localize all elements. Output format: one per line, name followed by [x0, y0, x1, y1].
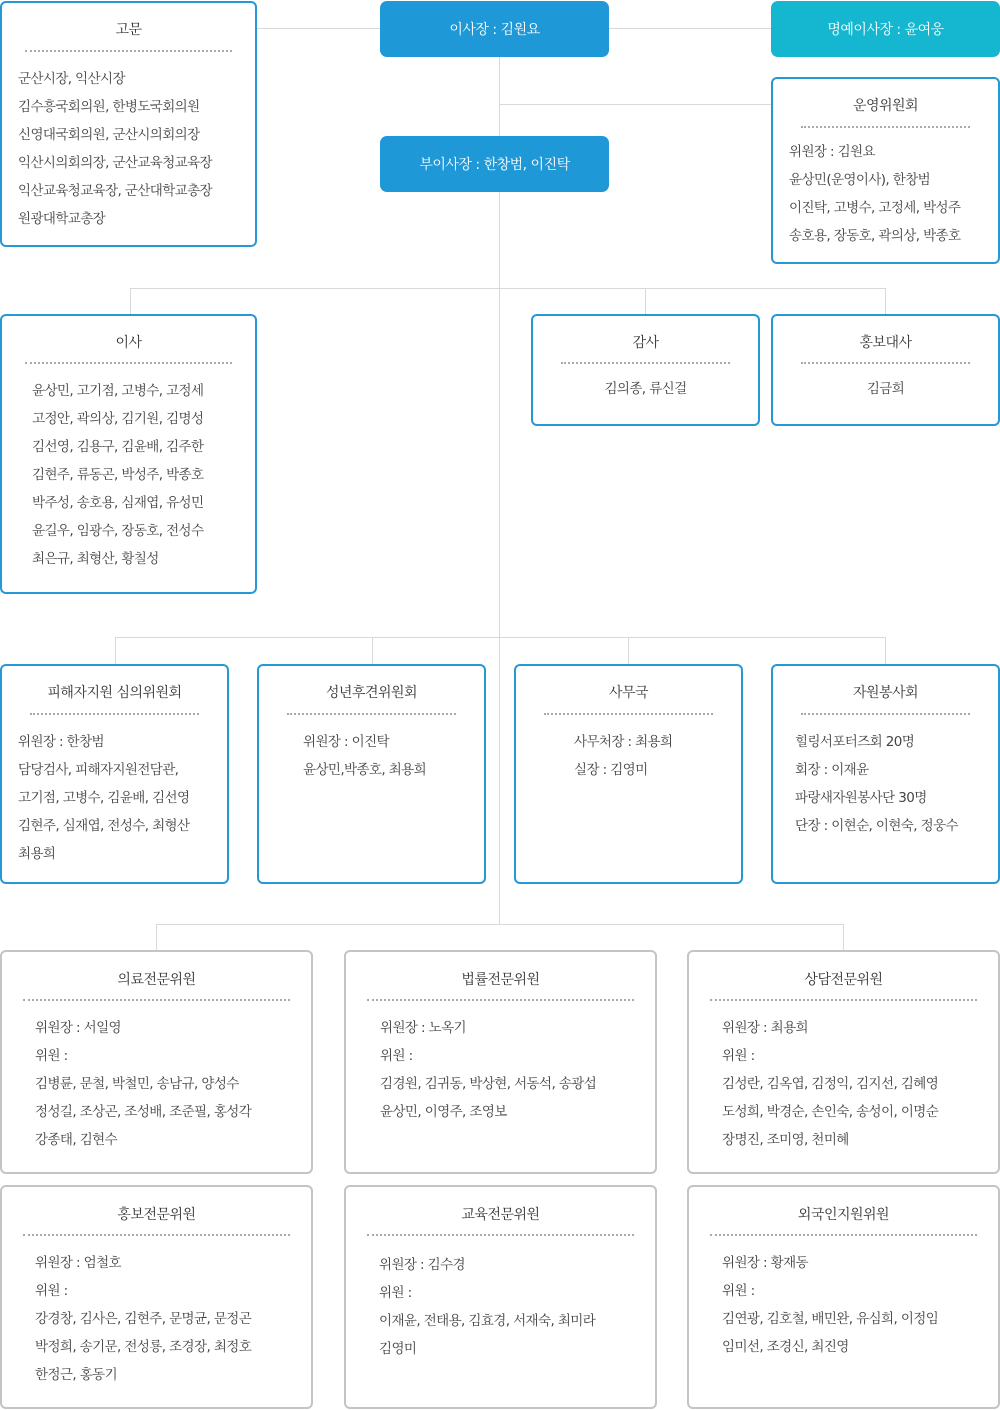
- box-line: 강종태, 김현수: [35, 1132, 118, 1148]
- box-line: 원광대학교총장: [18, 211, 106, 227]
- box-line: 파랑새자원봉사단 30명: [795, 790, 927, 806]
- divider: [801, 713, 970, 715]
- advisors-box: [0, 1, 257, 247]
- divider: [544, 713, 713, 715]
- connector-line: [885, 288, 886, 315]
- box-body: [795, 728, 958, 840]
- box-body: [303, 728, 426, 784]
- box-line: 위원 :: [722, 1283, 755, 1299]
- box-line: 김영미: [379, 1341, 417, 1357]
- box-line: 김병륜, 문철, 박철민, 송남규, 양성수: [35, 1076, 239, 1092]
- box-line: 윤상민(운영이사), 한창범: [789, 172, 931, 188]
- box-line: 위원장 : 한창범: [18, 734, 104, 750]
- box-line: 김현주, 심재엽, 전성수, 최형산: [18, 818, 190, 834]
- box-line: 김연광, 김호철, 배민완, 유심희, 이정임: [722, 1311, 939, 1327]
- box-line: 박주성, 송호용, 심재엽, 유성민: [32, 495, 204, 511]
- connector-line: [628, 637, 629, 665]
- connector-line: [115, 637, 116, 665]
- box-line: 이재윤, 전태용, 김효경, 서재숙, 최미라: [379, 1313, 596, 1329]
- box-body: [722, 1014, 938, 1154]
- box-title: 이사: [115, 335, 142, 351]
- box-title: 성년후견위원회: [325, 685, 418, 701]
- box-body: [18, 728, 189, 868]
- vice-chairman-node: 부이사장 : 한창범, 이진탁: [380, 136, 609, 192]
- foreigner-box: [687, 1185, 1000, 1409]
- box-line: 고기점, 고병수, 김윤배, 김선영: [18, 790, 190, 806]
- box-body: [773, 375, 998, 403]
- box-title: 사무국: [608, 685, 649, 701]
- divider: [30, 713, 199, 715]
- box-line: 박정희, 송기문, 전성룡, 조경장, 최정호: [35, 1339, 252, 1355]
- divider: [801, 126, 970, 128]
- box-line: 김수흥국회의원, 한병도국회의원: [18, 99, 200, 115]
- box-line: 위원 :: [379, 1285, 412, 1301]
- box-title: 감사: [632, 335, 659, 351]
- box-line: 위원장 : 최용희: [722, 1020, 808, 1036]
- divider: [710, 1234, 977, 1236]
- box-body: [35, 1014, 251, 1154]
- box-line: 김경원, 김귀동, 박상현, 서동석, 송광섭: [380, 1076, 597, 1092]
- connector-line: [130, 288, 131, 315]
- medical-box: [0, 950, 313, 1174]
- box-line: 도성희, 박경순, 손인숙, 송성이, 이명순: [722, 1104, 939, 1120]
- box-line: 김의종, 류신걸: [604, 381, 687, 397]
- box-body: [35, 1249, 251, 1389]
- legal-box: [344, 950, 657, 1174]
- box-line: 익산교육청교육장, 군산대학교총장: [18, 183, 212, 199]
- divider: [23, 1234, 290, 1236]
- box-line: 담당검사, 피해자지원전담관,: [18, 762, 179, 778]
- victim-support-box: [0, 664, 229, 884]
- box-line: 단장 : 이현순, 이현숙, 정웅수: [795, 818, 958, 834]
- connector-line: [256, 28, 380, 29]
- connector-line: [843, 924, 844, 951]
- box-title: 운영위원회: [852, 98, 919, 114]
- education-box: [344, 1185, 657, 1409]
- counseling-box: [687, 950, 1000, 1174]
- box-line: 실장 : 김영미: [574, 762, 648, 778]
- box-line: 위원장 : 서일영: [35, 1020, 121, 1036]
- box-line: 위원 :: [35, 1283, 68, 1299]
- box-line: 윤상민, 이영주, 조영보: [380, 1104, 507, 1120]
- publicity-box: [0, 1185, 313, 1409]
- box-line: 김성란, 김옥엽, 김정익, 김지선, 김혜영: [722, 1076, 939, 1092]
- box-line: 한정근, 홍동기: [35, 1367, 118, 1383]
- box-line: 고정안, 곽의상, 김기원, 김명성: [32, 411, 204, 427]
- box-line: 위원장 : 김수경: [379, 1257, 465, 1273]
- box-line: 이진탁, 고병수, 고정세, 박성주: [789, 200, 961, 216]
- box-title: 법률전문위원: [461, 972, 540, 988]
- divider: [25, 50, 232, 52]
- box-line: 김금희: [866, 381, 905, 397]
- box-line: 장명진, 조미영, 천미혜: [722, 1132, 849, 1148]
- box-body: [789, 138, 960, 250]
- auditor-box: [531, 314, 760, 426]
- box-line: 익산시의회의장, 군산교육청교육장: [18, 155, 212, 171]
- connector-line: [156, 924, 843, 925]
- box-title: 피해자지원 심의위원회: [47, 685, 182, 701]
- box-title: 상담전문위원: [804, 972, 883, 988]
- connector-line: [156, 924, 157, 951]
- box-line: 위원장 : 이진탁: [303, 734, 389, 750]
- operating-committee-box: [771, 77, 1000, 264]
- box-line: 최은규, 최형산, 황칠성: [32, 551, 159, 567]
- chairman-node: 이사장 : 김원요: [380, 1, 609, 57]
- box-line: 위원 :: [722, 1048, 755, 1064]
- volunteers-box: [771, 664, 1000, 884]
- box-line: 송호용, 장동호, 곽의상, 박종호: [789, 228, 961, 244]
- box-body: [380, 1014, 596, 1126]
- box-line: 정성길, 조상곤, 조성배, 조준필, 홍성각: [35, 1104, 252, 1120]
- box-title: 홍보대사: [859, 335, 912, 351]
- box-line: 군산시장, 익산시장: [18, 71, 125, 87]
- connector-line: [499, 104, 771, 105]
- box-body: [379, 1251, 595, 1363]
- box-line: 회장 : 이재윤: [795, 762, 869, 778]
- box-line: 신영대국회의원, 군산시의회의장: [18, 127, 200, 143]
- box-title: 고문: [115, 22, 142, 38]
- box-body: [574, 728, 672, 784]
- box-body: [32, 377, 203, 573]
- connector-line: [115, 637, 885, 638]
- connector-line: [130, 288, 886, 289]
- divider: [25, 362, 232, 364]
- divider: [561, 362, 730, 364]
- box-line: 강경창, 김사은, 김현주, 문명균, 문정곤: [35, 1311, 252, 1327]
- box-title: 의료전문위원: [117, 972, 196, 988]
- box-title: 외국인지원위원: [797, 1207, 890, 1223]
- connector-line: [608, 28, 771, 29]
- box-line: 위원장 : 황재동: [722, 1255, 808, 1271]
- divider: [710, 999, 977, 1001]
- box-line: 위원 :: [380, 1048, 413, 1064]
- divider: [367, 1234, 634, 1236]
- ambassador-box: [771, 314, 1000, 426]
- divider: [287, 713, 456, 715]
- box-line: 사무처장 : 최용희: [574, 734, 673, 750]
- box-title: 자원봉사회: [852, 685, 919, 701]
- box-line: 김선영, 김용구, 김윤배, 김주한: [32, 439, 204, 455]
- box-line: 임미선, 조경신, 최진영: [722, 1339, 849, 1355]
- honorary-chairman-node: 명예이사장 : 윤여웅: [771, 1, 1000, 57]
- box-line: 윤길우, 임광수, 장동호, 전성수: [32, 523, 204, 539]
- divider: [23, 999, 290, 1001]
- box-line: 위원장 : 엄철호: [35, 1255, 121, 1271]
- connector-line: [645, 288, 646, 315]
- box-title: 교육전문위원: [461, 1207, 540, 1223]
- box-line: 윤상민,박종호, 최용희: [303, 762, 427, 778]
- box-line: 김현주, 류동곤, 박성주, 박종호: [32, 467, 204, 483]
- connector-line: [885, 637, 886, 665]
- box-line: 힐링서포터즈회 20명: [795, 734, 915, 750]
- box-line: 위원장 : 노옥기: [380, 1020, 466, 1036]
- box-body: [18, 65, 212, 233]
- box-line: 윤상민, 고기점, 고병수, 고정세: [32, 383, 204, 399]
- box-line: 위원 :: [35, 1048, 68, 1064]
- box-line: 위원장 : 김원요: [789, 144, 875, 160]
- box-body: [722, 1249, 938, 1361]
- guardianship-box: [257, 664, 486, 884]
- box-body: [533, 375, 758, 403]
- box-title: 홍보전문위원: [117, 1207, 196, 1223]
- directors-box: [0, 314, 257, 594]
- divider: [367, 999, 634, 1001]
- connector-line: [372, 637, 373, 665]
- divider: [801, 362, 970, 364]
- secretariat-box: [514, 664, 743, 884]
- box-line: 최용희: [18, 846, 56, 862]
